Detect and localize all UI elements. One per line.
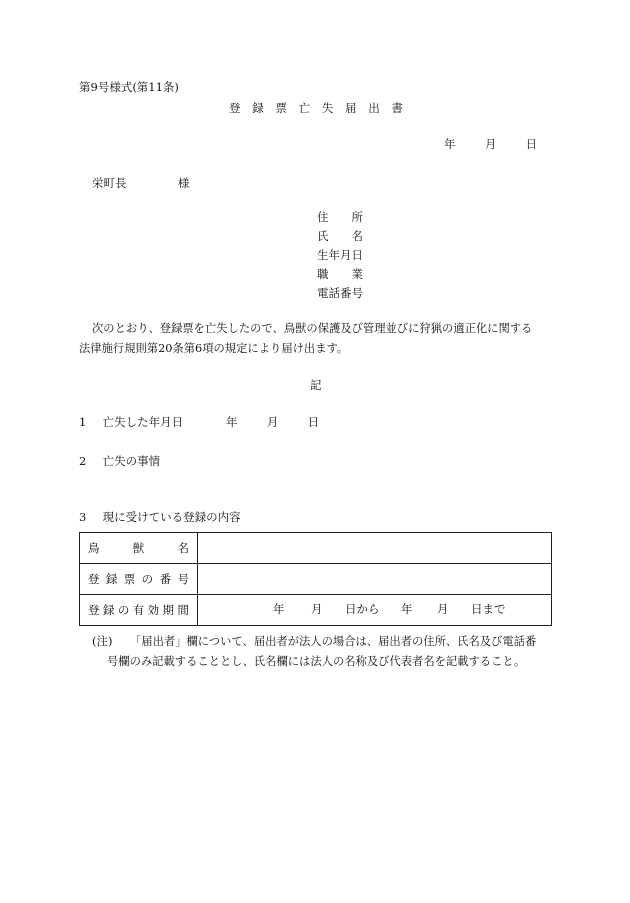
item-3-number: 3	[79, 510, 87, 524]
title-char: 届	[345, 101, 357, 115]
addressee	[92, 178, 189, 190]
label-validity-period: 登 録 の 有 効 期 間	[88, 603, 189, 617]
addressee-name: 栄町長	[92, 176, 127, 190]
item-2	[79, 456, 160, 468]
field-phone: 電話番号	[317, 286, 363, 300]
table-row	[80, 564, 552, 595]
item-3-label: 現に受けている登録の内容	[102, 510, 241, 524]
title-char: 書	[391, 101, 403, 115]
table-row	[80, 595, 552, 626]
title-char: 出	[368, 101, 380, 115]
item-3	[79, 512, 241, 524]
title-char: 失	[321, 101, 334, 115]
registration-number-value-cell[interactable]	[198, 564, 552, 595]
ki-heading: 記	[310, 378, 322, 392]
table-row	[80, 533, 552, 564]
body-text-line-1: 次のとおり、登録票を亡失したので、鳥獣の保護及び管理並びに狩猟の適正化に関する	[92, 322, 533, 335]
title-char: 亡	[298, 101, 311, 115]
body-text-line-2: 法律施行規則第20条第6項の規定により届け出ます。	[79, 342, 349, 355]
document-title	[229, 103, 403, 115]
validity-period-text: 年 月 日から 年 月 日まで	[273, 602, 506, 616]
validity-period-value-cell[interactable]	[198, 595, 552, 626]
title-char: 登	[229, 101, 241, 115]
note-line-2: 号欄のみ記載することとし、氏名欄には法人の名称及び代表者名を記載すること。	[107, 655, 525, 668]
note-line-1: 「届出者」欄について、届出者が法人の場合は、届出者の住所、氏名及び電話番	[130, 635, 537, 648]
table-label-cell	[80, 533, 198, 564]
title-char: 録	[252, 101, 264, 115]
date-line	[444, 139, 537, 151]
species-value-cell[interactable]	[198, 533, 552, 564]
item-1	[79, 417, 183, 429]
field-birthdate: 生年月日	[317, 248, 363, 262]
item-1-number: 1	[79, 415, 87, 429]
item-2-label: 亡失の事情	[102, 454, 161, 468]
field-address: 住 所	[317, 210, 363, 224]
label-species: 鳥 獣 名	[88, 541, 189, 555]
item-1-date: 年 月 日	[226, 415, 320, 429]
addressee-honorific: 様	[177, 176, 190, 190]
note-prefix: (注)	[92, 634, 113, 648]
date-year-label: 年	[444, 137, 456, 151]
form-number: 第9号様式(第11条)	[79, 80, 179, 94]
table-label-cell	[80, 595, 198, 626]
registration-table	[79, 532, 552, 626]
date-day-label: 日	[525, 137, 538, 151]
item-1-label: 亡失した年月日	[102, 415, 184, 429]
label-registration-number: 登 録 票 の 番 号	[88, 572, 189, 586]
field-occupation: 職 業	[317, 267, 363, 281]
item-2-number: 2	[79, 454, 87, 468]
title-char: 票	[275, 101, 287, 115]
date-month-label: 月	[484, 137, 497, 151]
table-label-cell	[80, 564, 198, 595]
field-name: 氏 名	[317, 229, 363, 243]
